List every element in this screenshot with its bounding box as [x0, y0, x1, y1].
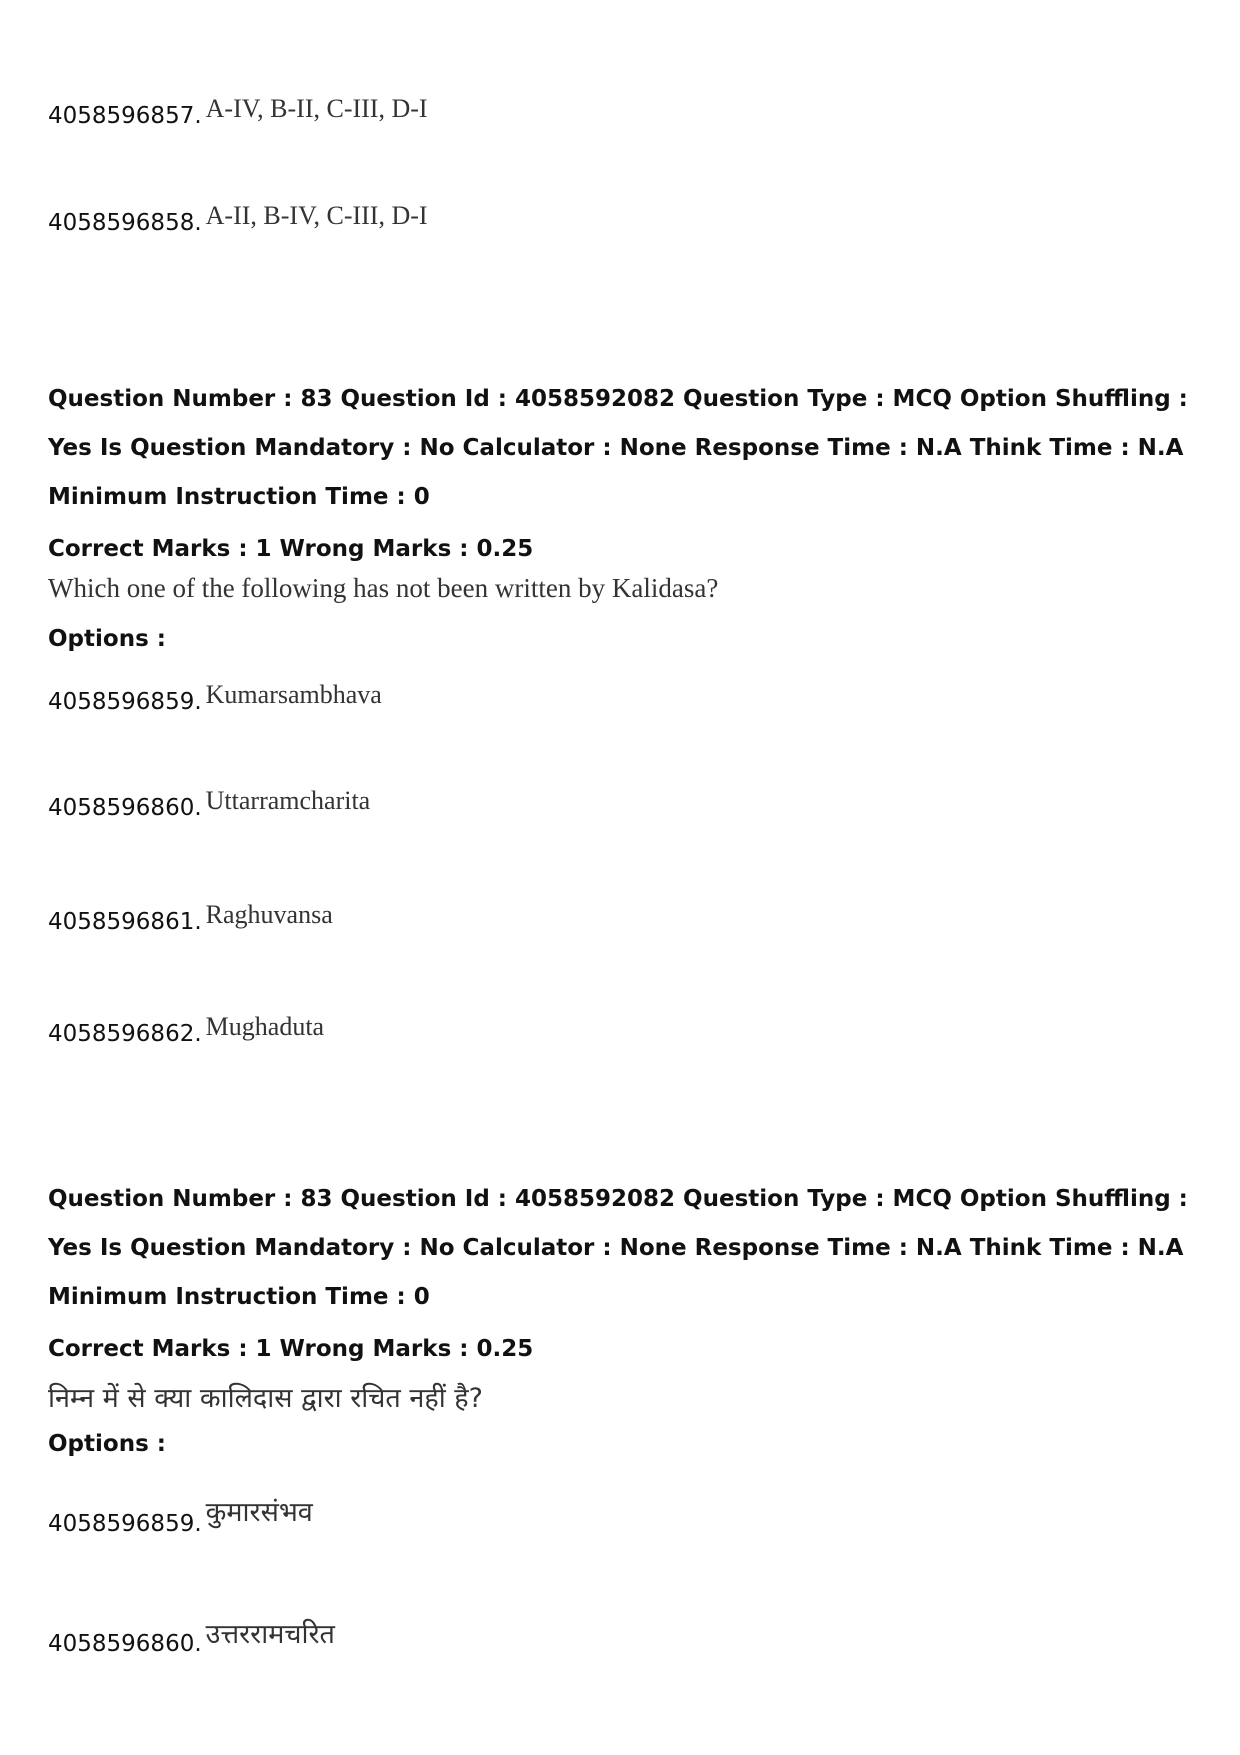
option-text: A-IV, B-II, C-III, D-I: [205, 94, 428, 123]
question-meta: Question Number : 83 Question Id : 4058592082 Question Type : MCQ Option Shuffling : Yes Is Question Mandatory : No Calculator : None Response Time : N.A Think Time : N.A Minimum Instruction Time : 0: [48, 386, 1188, 510]
option-row: [48, 1619, 335, 1659]
option-text: Raghuvansa: [205, 900, 333, 929]
option-row: [48, 786, 371, 822]
option-id: 4058596859.: [48, 689, 202, 715]
option-id: 4058596859.: [48, 1511, 202, 1537]
option-id: 4058596860.: [48, 1631, 202, 1657]
question-meta: Question Number : 83 Question Id : 4058592082 Question Type : MCQ Option Shuffling : Yes Is Question Mandatory : No Calculator : None Response Time : N.A Think Time : N.A Minimum Instruction Time : 0: [48, 1186, 1188, 1310]
option-text: A-II, B-IV, C-III, D-I: [205, 201, 428, 230]
option-id: 4058596862.: [48, 1021, 202, 1047]
options-label: Options :: [48, 1431, 166, 1457]
option-id: 4058596857.: [48, 103, 202, 129]
option-text: Mughaduta: [205, 1012, 325, 1041]
option-id: 4058596858.: [48, 210, 202, 236]
option-row: [48, 900, 333, 936]
option-row: [48, 1012, 325, 1048]
option-text: उत्तररामचरित: [205, 1619, 335, 1650]
option-text: कुमारसंभव: [205, 1497, 313, 1528]
option-row: [48, 201, 428, 237]
option-id: 4058596860.: [48, 795, 202, 821]
option-row: [48, 680, 382, 716]
question-text: Which one of the following has not been written by Kalidasa?: [48, 573, 719, 603]
option-id: 4058596861.: [48, 909, 202, 935]
option-text: Kumarsambhava: [205, 680, 382, 709]
option-row: [48, 1497, 313, 1539]
question-text: निम्न में से क्या कालिदास द्वारा रचित नहीं है?: [48, 1383, 483, 1414]
options-label: Options :: [48, 626, 166, 652]
question-marks: Correct Marks : 1 Wrong Marks : 0.25: [48, 536, 534, 562]
option-row: [48, 94, 428, 130]
option-text: Uttarramcharita: [205, 786, 371, 815]
question-marks: Correct Marks : 1 Wrong Marks : 0.25: [48, 1336, 534, 1362]
